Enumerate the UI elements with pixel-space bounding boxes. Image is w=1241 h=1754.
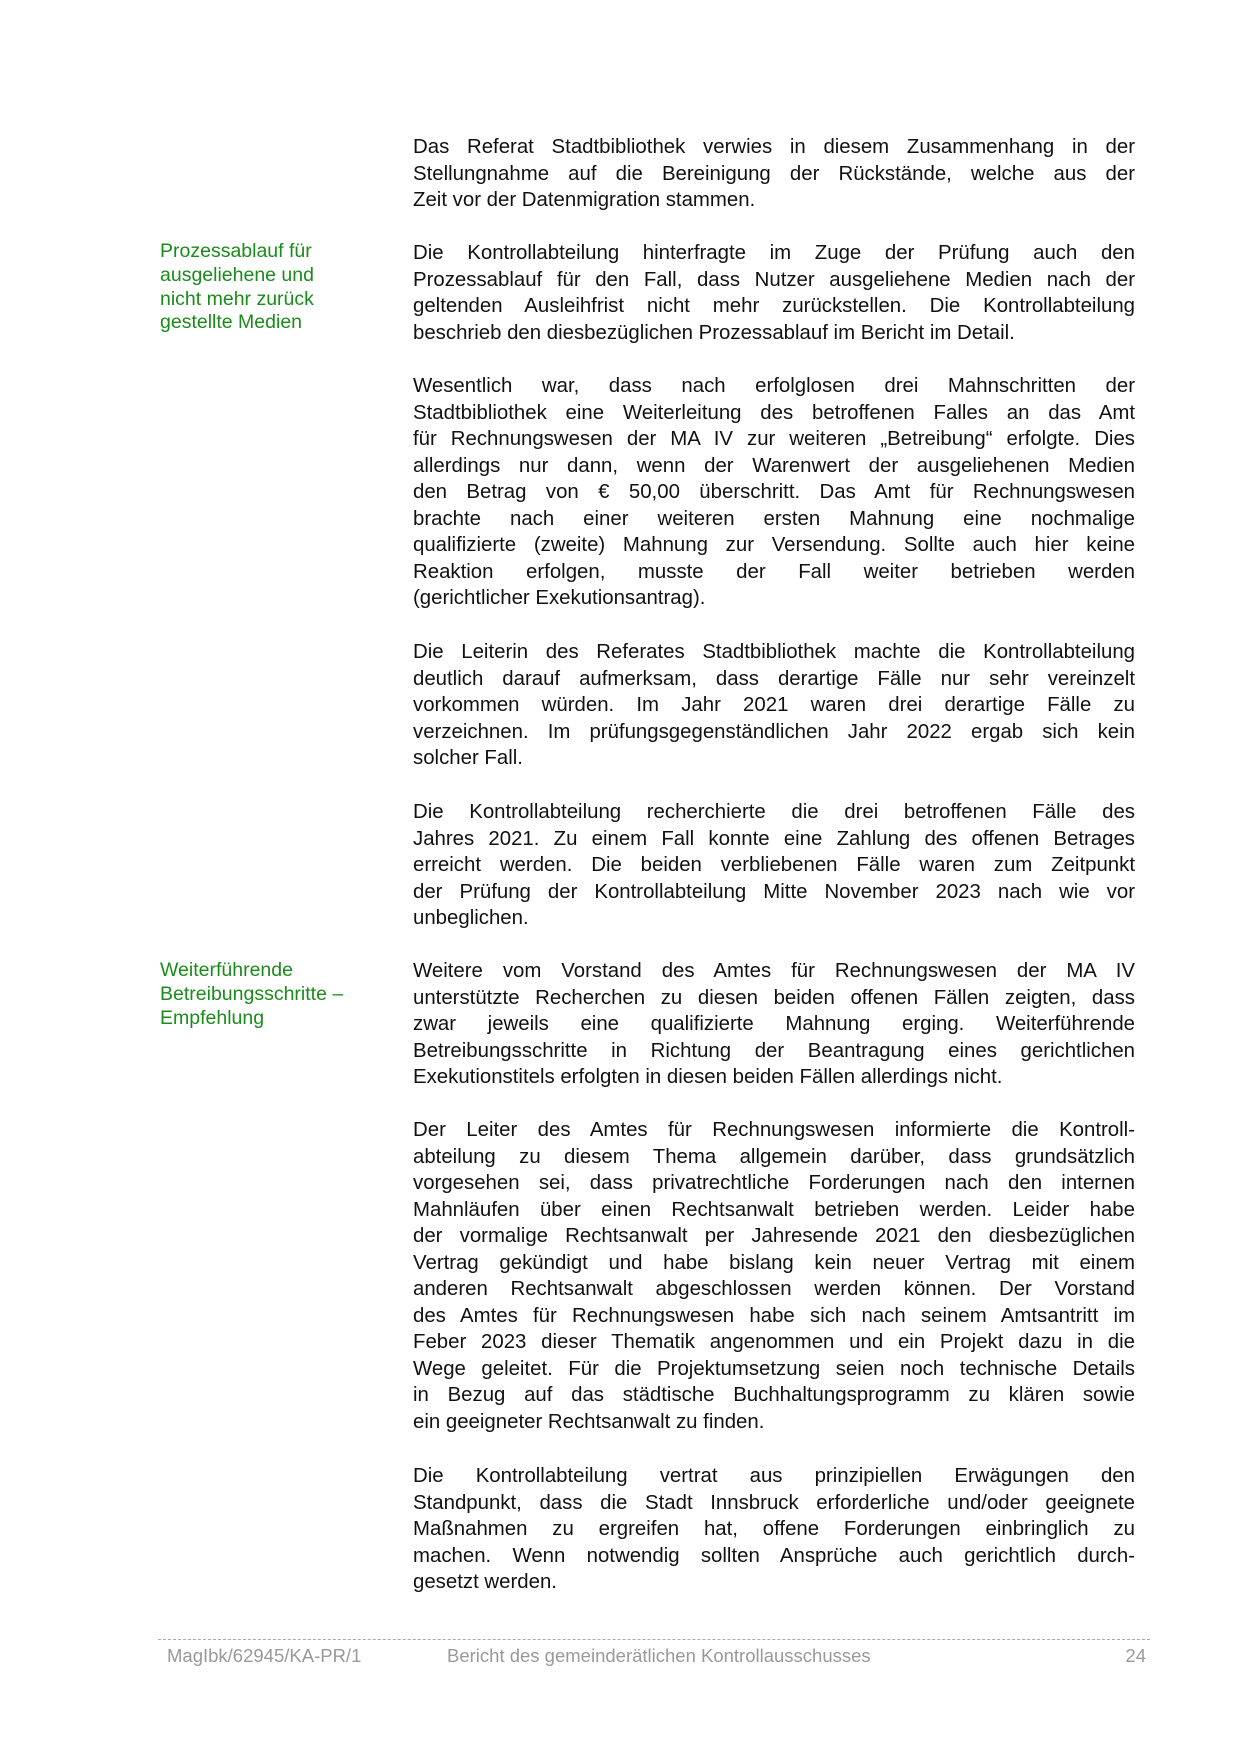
text-line: erreicht werden. Die beiden verbliebenen Fälle waren zum Zeitpunkt <box>413 854 1135 876</box>
text-line: Wesentlich war, dass nach erfolglosen drei Mahnschritten der <box>413 375 1135 397</box>
text-line: deutlich darauf aufmerksam, dass derartige Fälle nur sehr vereinzelt <box>413 667 1135 690</box>
paragraph <box>413 639 1135 772</box>
page-number: 24 <box>1125 1645 1146 1666</box>
text-line: qualifizierte (zweite) Mahnung zur Versendung. Sollte auch hier keine <box>413 534 1135 556</box>
text-line: Feber 2023 dieser Thematik angenommen und ein Projekt dazu in die <box>413 1331 1135 1353</box>
text-line: Die Kontrollabteilung hinterfragte im Zuge der Prüfung auch den <box>413 242 1135 264</box>
text-line: anderen Rechtsanwalt abgeschlossen werden können. Der Vorstand <box>413 1278 1135 1300</box>
text-line: vorkommen würden. Im Jahr 2021 waren drei derartige Fälle zu <box>413 694 1135 716</box>
text-line: brachte nach einer weiteren ersten Mahnung eine nochmalige <box>413 507 1135 530</box>
text-line: Betreibungsschritte in Richtung der Beantragung eines gerichtlichen <box>413 1039 1135 1062</box>
text-line: vorgesehen sei, dass privatrechtliche Forderungen nach den internen <box>413 1172 1135 1194</box>
paragraph <box>413 1117 1135 1435</box>
text-line: ausgeliehene und <box>160 263 314 286</box>
text-line: zwar jeweils eine qualifizierte Mahnung erging. Weiterführende <box>413 1013 1135 1035</box>
text-line: unbeglichen. <box>413 907 529 929</box>
text-line: solcher Fall. <box>413 747 523 769</box>
text-line: Jahres 2021. Zu einem Fall konnte eine Zahlung des offenen Betrages <box>413 827 1135 850</box>
text-line: des Amtes für Rechnungswesen habe sich nach seinem Amtsantritt im <box>413 1304 1135 1327</box>
paragraph <box>413 134 1135 214</box>
sidenote-process <box>160 240 390 335</box>
paragraph <box>413 958 1135 1091</box>
text-line: Die Kontrollabteilung recherchierte die drei betroffenen Fälle des <box>413 801 1135 823</box>
text-line: Die Kontrollabteilung vertrat aus prinzipiellen Erwägungen den <box>413 1465 1135 1487</box>
text-line: abteilung zu diesem Thema allgemein darüber, dass grundsätzlich <box>413 1145 1135 1168</box>
text-line: Stadtbibliothek eine Weiterleitung des betroffenen Falles an das Amt <box>413 401 1135 424</box>
text-line: Prozessablauf für den Fall, dass Nutzer ausgeliehene Medien nach der <box>413 268 1135 291</box>
text-line: Stellungnahme auf die Bereinigung der Rückstände, welche aus der <box>413 162 1135 185</box>
text-line: Der Leiter des Amtes für Rechnungswesen informierte die Kontroll- <box>413 1119 1135 1141</box>
text-line: unterstützte Recherchen zu diesen beiden offenen Fällen zeigten, dass <box>413 986 1135 1009</box>
footer-divider <box>158 1639 1150 1640</box>
text-line: Weitere vom Vorstand des Amtes für Rechnungswesen der MA IV <box>413 960 1135 982</box>
text-line: gestellte Medien <box>160 311 303 334</box>
text-line: Maßnahmen zu ergreifen hat, offene Forderungen einbringlich zu <box>413 1518 1135 1540</box>
text-line: Vertrag gekündigt und habe bislang kein neuer Vertrag mit einem <box>413 1251 1135 1274</box>
paragraph <box>413 373 1135 612</box>
text-line: verzeichnen. Im prüfungsgegenständlichen Jahr 2022 ergab sich kein <box>413 720 1135 743</box>
text-line: allerdings nur dann, wenn der Warenwert der ausgeliehenen Medien <box>413 454 1135 477</box>
text-line: beschrieb den diesbezüglichen Prozessablauf im Bericht im Detail. <box>413 321 1015 344</box>
text-line: den Betrag von € 50,00 überschritt. Das Amt für Rechnungswesen <box>413 481 1135 503</box>
text-line: in Bezug auf das städtische Buchhaltungsprogramm zu klären sowie <box>413 1384 1135 1406</box>
footer-title: Bericht des gemeinderätlichen Kontrollausschusses <box>447 1645 871 1666</box>
text-line: Zeit vor der Datenmigration stammen. <box>413 189 756 211</box>
text-line: geltenden Ausleihfrist nicht mehr zurückstellen. Die Kontrollabteilung <box>413 295 1135 317</box>
text-line: der Prüfung der Kontrollabteilung Mitte November 2023 nach wie vor <box>413 880 1135 903</box>
text-line: Die Leiterin des Referates Stadtbibliothek machte die Kontrollabteilung <box>413 641 1135 663</box>
paragraph <box>413 1463 1135 1596</box>
text-line: Weiterführende <box>160 959 293 981</box>
text-line: für Rechnungswesen der MA IV zur weiteren „Betreibung“ erfolgte. Dies <box>413 428 1135 450</box>
paragraph <box>413 240 1135 346</box>
text-line: Reaktion erfolgen, musste der Fall weiter betrieben werden <box>413 560 1135 583</box>
text-line: Exekutionstitels erfolgten in diesen beiden Fällen allerdings nicht. <box>413 1066 1003 1088</box>
text-line: Standpunkt, dass die Stadt Innsbruck erforderliche und/oder geeignete <box>413 1491 1135 1514</box>
text-line: Empfehlung <box>160 1006 265 1029</box>
text-line: Mahnläufen über einen Rechtsanwalt betrieben werden. Leider habe <box>413 1198 1135 1221</box>
text-line: Wege geleitet. Für die Projektumsetzung seien noch technische Details <box>413 1357 1135 1380</box>
text-line: ein geeigneter Rechtsanwalt zu finden. <box>413 1410 765 1433</box>
text-line: gesetzt werden. <box>413 1571 557 1593</box>
sidenote-enforcement <box>160 959 390 1030</box>
text-line: der vormalige Rechtsanwalt per Jahresende 2021 den diesbezüglichen <box>413 1225 1135 1247</box>
text-line: (gerichtlicher Exekutionsantrag). <box>413 587 706 609</box>
text-line: Betreibungsschritte – <box>160 982 344 1005</box>
text-line: Prozessablauf für <box>160 240 312 262</box>
paragraph <box>413 799 1135 932</box>
text-line: nicht mehr zurück <box>160 287 314 310</box>
text-line: Das Referat Stadtbibliothek verwies in diesem Zusammenhang in der <box>413 136 1135 158</box>
text-line: machen. Wenn notwendig sollten Ansprüche auch gerichtlich durch- <box>413 1544 1135 1567</box>
footer-reference: MagIbk/62945/KA-PR/1 <box>167 1645 362 1666</box>
